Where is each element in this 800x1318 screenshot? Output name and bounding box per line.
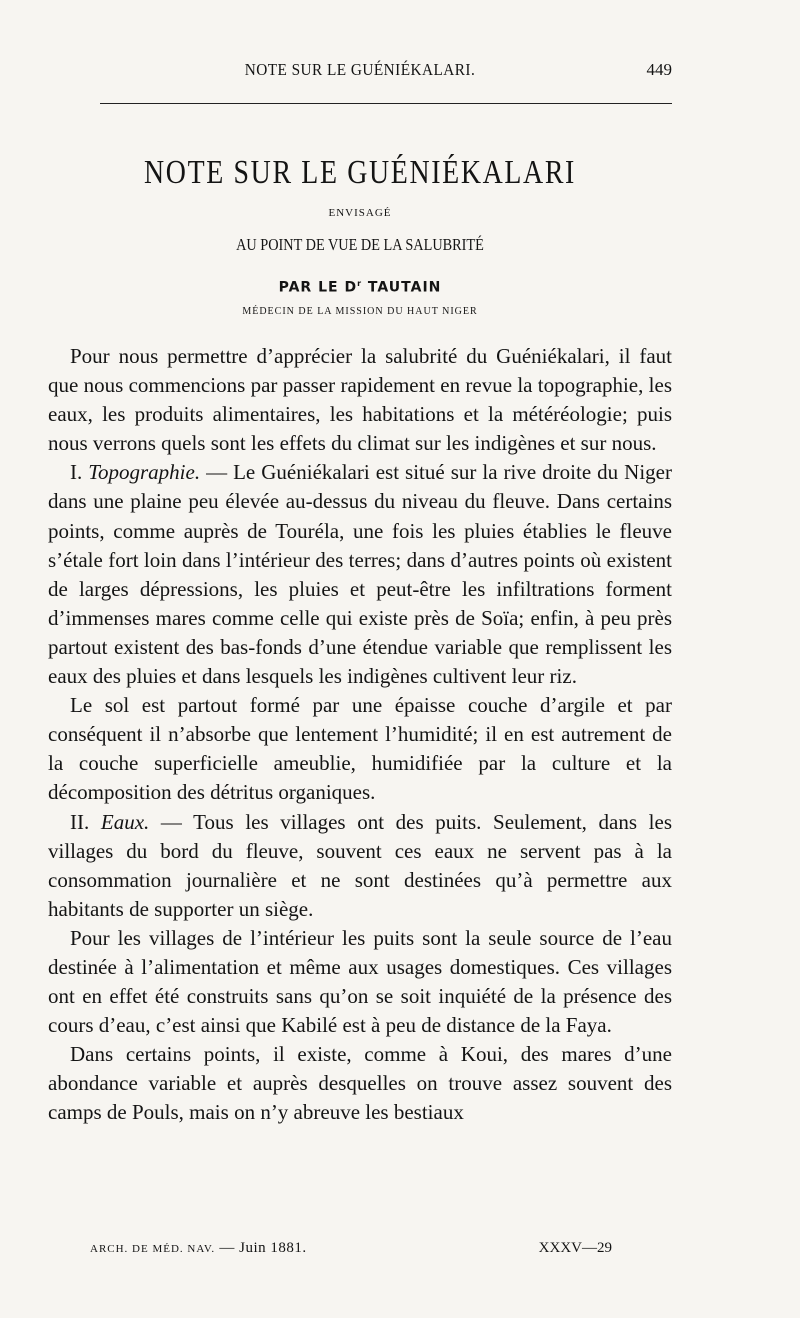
title-connector: ENVISAGÉ <box>328 207 392 219</box>
paragraph-text: Pour les villages de l’intérieur les puits sont la seule source de l’eau destinée à l’alimentation et même aux usages domestiques. Ces villages ont en effet été construits sans qu’on se soit inquiété de la présence des cours d’eau, c’est ainsi que Kabilé est à peu de distance de la Faya. <box>48 925 672 1038</box>
paragraph-text: — Tous les villages ont des puits. Seulement, dans les villages du bord du fleuve, souvent ces eaux ne servent pas à la consommation journalière et ne sont destinées qu’à permettre aux habitants de supporter un siège. <box>48 809 672 921</box>
footer-journal: ARCH. DE MÉD. NAV. <box>90 1243 216 1255</box>
paragraph-number: II. <box>70 809 101 834</box>
author-title-sup: r <box>357 279 363 288</box>
paragraph <box>48 808 672 924</box>
paragraph-text: — Le Guéniékalari est situé sur la rive droite du Niger dans une plaine peu élevée au-dessus du niveau du fleuve. Dans certains points, comme auprès de Touréla, une fois les pluies établies le fleuve s’étale fort loin dans l’intérieur des terres; dans d’autres points où existent de larges dépressions, les pluies et peut-être les infiltrations forment d’immenses mares comme celle qui existe près de Soïa; enfin, à peu près partout existent des bas-fonds d’une étendue variable que remplissent les eaux des pluies et dans lesquels les indigènes cultivent leur riz. <box>48 460 672 689</box>
article-title: NOTE SUR LE GUÉNIÉKALARI <box>144 154 576 191</box>
paragraph <box>48 1040 672 1127</box>
paragraph <box>48 342 672 458</box>
running-head-title: NOTE SUR LE GUÉNIÉKALARI. <box>244 60 476 79</box>
paragraph <box>48 924 672 1040</box>
article-subtitle: AU POINT DE VUE DE LA SALUBRITÉ <box>236 235 484 254</box>
paragraph-text: Le sol est partout formé par une épaisse couche d’argile et par conséquent il n’absorbe que lentement l’humidité; il en est autrement de la couche superficielle ameublie, humidifiée par la culture et la décomposition des détritus organiques. <box>48 693 672 805</box>
section-heading: Eaux. <box>100 809 150 834</box>
paragraph-text: Dans certains points, il existe, comme à Koui, des mares d’une abondance variable et auprès desquelles on trouve assez souvent des camps de Pouls, mais on n’y abreuve les bestiaux <box>48 1042 672 1125</box>
section-heading: Topographie. <box>88 460 201 485</box>
paragraph <box>48 458 672 691</box>
author-line <box>48 279 672 296</box>
author-prefix: PAR LE D <box>278 279 358 296</box>
footer-date: — Juin 1881. <box>219 1240 307 1256</box>
paragraph-number: I. <box>70 460 89 485</box>
article-body <box>48 342 672 1128</box>
footer-citation <box>90 1240 307 1257</box>
signature-mark: XXXV—29 <box>538 1240 612 1256</box>
author-affiliation: MÉDECIN DE LA MISSION DU HAUT NIGER <box>242 306 478 317</box>
paragraph-text: Pour nous permettre d’apprécier la salubrité du Guéniékalari, il faut que nous commencions par passer rapidement en revue la topographie, les eaux, les produits alimentaires, les habitations et la météréologie; puis nous verrons quels sont les effets du climat sur les indigènes et sur nous. <box>48 344 672 456</box>
page-footer <box>48 1240 672 1262</box>
author-name: TAUTAIN <box>367 279 442 296</box>
paragraph <box>48 691 672 807</box>
page-number: 449 <box>646 60 672 79</box>
running-head <box>48 60 672 90</box>
header-rule <box>100 103 672 104</box>
